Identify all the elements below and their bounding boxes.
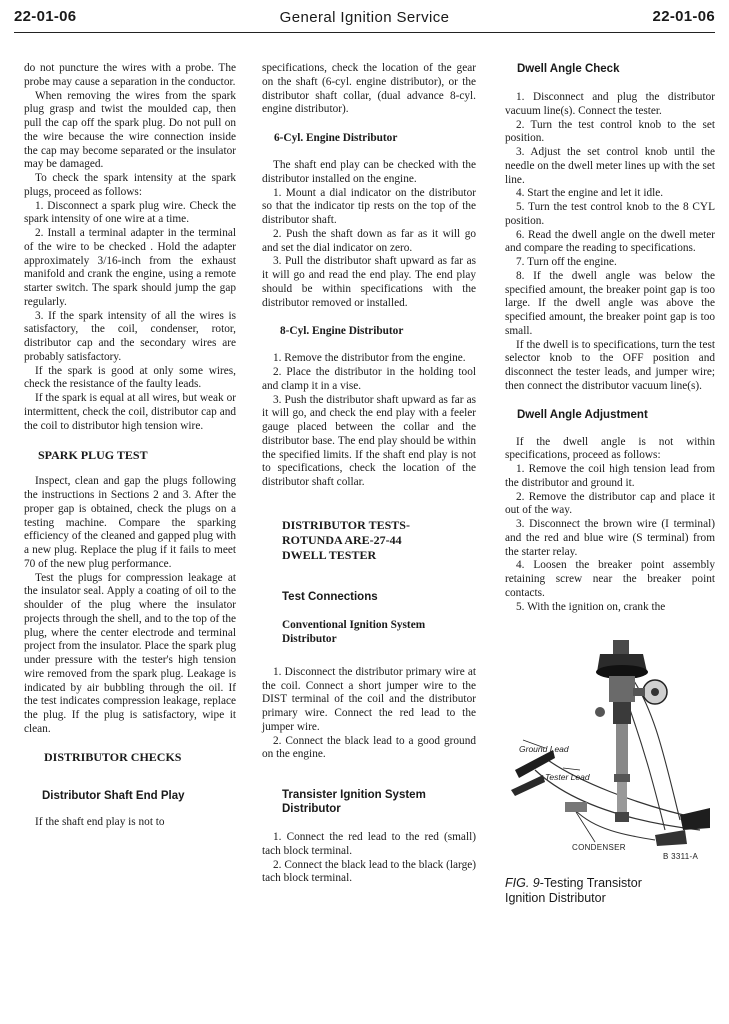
caption-line: [505, 876, 715, 891]
paragraph: To check the spark intensity at the spark plugs, proceed as follows:: [24, 172, 236, 198]
label-condenser: CONDENSER: [572, 843, 626, 853]
column-right: [505, 62, 715, 906]
section-heading-distributor-checks: DISTRIBUTOR CHECKS: [44, 749, 182, 764]
paragraph: 1. Mount a dial indicator on the distributor so that the indicator tip rests on the top of the distributor shaft.: [262, 186, 476, 226]
paragraph: 1. Disconnect a spark plug wire. Check the spark intensity of one wire at a time.: [24, 199, 236, 226]
label-tester-lead: Tester Lead: [545, 772, 590, 783]
paragraph: When removing the wires from the spark plug grasp and twist the moulded cap, then pull the cap off the spark plug. Do not pull on the wire because the wire connection inside the cap may become separated or the insulator may be damaged.: [24, 89, 236, 171]
paragraph: If the dwell angle is not within specifications, proceed as follows:: [505, 435, 715, 462]
page-header: [14, 6, 715, 33]
subheading-line: Conventional Ignition System: [282, 618, 426, 631]
column-left: [24, 62, 236, 829]
page-number-left: 22-01-06: [14, 8, 77, 25]
subheading-test-connections: Test Connections: [282, 590, 378, 603]
subheading-line: Distributor: [282, 632, 337, 645]
caption-text: -Testing Transistor: [539, 876, 642, 891]
label-ground-lead: Ground Lead: [519, 744, 569, 755]
paragraph: If the spark is good at only some wires, check the resistance of the faulty leads.: [24, 364, 236, 391]
paragraph: 2. Install a terminal adapter in the terminal of the wire to be checked . Hold the adapter approximately 3/16-inch from the exhaust manifold and crank the engine, using a remote starter switch. The spark should jump the gap regularly.: [24, 227, 236, 308]
subheading-line: Transister Ignition System: [282, 789, 426, 801]
subheading-dwell-angle-check: Dwell Angle Check: [517, 63, 620, 75]
paragraph: 2. Push the shaft down as far as it will go and set the dial indicator on zero.: [262, 227, 476, 254]
paragraph: 1. Connect the red lead to the red (small) tach block terminal.: [262, 831, 476, 857]
column-middle: [262, 62, 476, 886]
paragraph: 1. Remove the distributor from the engine.: [273, 352, 466, 365]
paragraph: 1. Disconnect and plug the distributor vacuum line(s). Connect the tester.: [505, 91, 715, 117]
paragraph: 3. If the spark intensity of all the wires is satisfactory, the coil, condenser, rotor, distributor cap and the secondary wires are probably satisfactory.: [24, 309, 236, 363]
paragraph: do not puncture the wires with a probe. The probe may cause a separation in the conductor.: [24, 62, 236, 88]
section-heading-spark-plug-test: SPARK PLUG TEST: [38, 448, 148, 463]
paragraph: 2. Connect the black lead to a good ground on the engine.: [262, 734, 476, 761]
paragraph: 3. Pull the distributor shaft upward as far as it will go and read the end play. The end play should be within specifications with the distributor removed or installed.: [262, 255, 476, 309]
section-title-line: DISTRIBUTOR TESTS-: [282, 517, 410, 532]
paragraph: 1. Disconnect the distributor primary wire at the coil. Connect a short jumper wire to the DIST terminal of the coil and the distributor primary wire. Connect the red lead to the jumper wire.: [262, 665, 476, 733]
paragraph: 8. If the dwell angle was below the specified amount, the breaker point gap is too large. If the dwell angle was above the specified amount, the breaker point gap is too small.: [505, 269, 715, 337]
caption-line: Ignition Distributor: [505, 891, 606, 906]
paragraph: 2. Turn the test control knob to the set position.: [505, 118, 715, 145]
figure-number: FIG. 9: [505, 876, 540, 891]
paragraph: 4. Start the engine and let it idle.: [516, 187, 664, 200]
paragraph: If the spark is equal at all wires, but weak or intermittent, check the coil, distributor cap and the coil to distributor high tension wire.: [24, 392, 236, 432]
paragraph: If the dwell is to specifications, turn the test selector knob to the OFF position and disconnect the tester leads, and jumper wire; then connect the distributor vacuum line(s).: [505, 338, 715, 392]
section-title-distributor-tests: [282, 518, 476, 563]
figure-code: B 3311-A: [663, 852, 699, 862]
paragraph: The shaft end play can be checked with the distributor installed on the engine.: [262, 159, 476, 185]
section-title-line: DWELL TESTER: [282, 547, 377, 562]
paragraph: 3. Push the distributor shaft upward as far as it will go, and check the end play with a feeler gauge placed between the collar and the distributor base. The end play should be within the specified limits. If the shaft end play is not to specifications, check the location of the distributor shaft collar.: [262, 393, 476, 488]
figure-caption: [505, 876, 715, 906]
paragraph: 6. Read the dwell angle on the dwell meter and compare the reading to specifications.: [505, 228, 715, 255]
paragraph: 3. Adjust the set control knob until the needle on the dwell meter lines up with the set line.: [505, 146, 715, 186]
subheading-8-cyl: 8-Cyl. Engine Distributor: [280, 325, 404, 338]
paragraph: 2. Connect the black lead to the black (large) tach block terminal.: [262, 858, 476, 885]
figure-distributor-test: [505, 630, 715, 870]
paragraph: 5. With the ignition on, crank the: [516, 600, 666, 613]
subheading-line: Distributor: [282, 803, 341, 815]
paragraph: 4. Loosen the breaker point assembly retaining screw near the breaker point contacts.: [505, 559, 715, 599]
page-number-right: 22-01-06: [652, 8, 715, 25]
subheading-transister: [282, 788, 476, 816]
paragraph: Test the plugs for compression leakage at the insulator seal. Apply a coating of oil to the shoulder of the plug where the insulator projects through the shell, and to the top of the plug, where the center electrode and terminal project from the insulator. Place the spark plug under pressure with the tester's high tension wire removed from the spark plug. Leakage is indicated by air bubbling through the oil. If the test indicates compression leakage, replace the plug. If the plug is satisfactory, wipe it clean.: [24, 571, 236, 735]
paragraph: Inspect, clean and gap the plugs following the instructions in Sections 2 and 3. After the proper gap is obtained, check the plugs on a testing machine. Compare the sparking efficiency of the cleaned and gapped plug with a new plug. Replace the plug if it fails to meet 70 of the new plug performance.: [24, 475, 236, 570]
paragraph: If the shaft end play is not to: [35, 815, 165, 828]
paragraph: 5. Turn the test control knob to the 8 CYL position.: [505, 201, 715, 227]
paragraph: 3. Disconnect the brown wire (I terminal) and the red and blue wire (S terminal) from the starter relay.: [505, 518, 715, 558]
paragraph: 2. Place the distributor in the holding tool and clamp it in a vise.: [262, 366, 476, 392]
subheading-conventional: [282, 618, 476, 646]
paragraph: 1. Remove the coil high tension lead from the distributor and ground it.: [505, 463, 715, 489]
subheading-dwell-angle-adjustment: Dwell Angle Adjustment: [517, 408, 648, 421]
page-title: General Ignition Service: [279, 9, 450, 26]
paragraph: specifications, check the location of the gear on the shaft (6-cyl. engine distributor), or the distributor shaft collar, (dual advance 8-cyl. engine distributor).: [262, 62, 476, 116]
subheading-shaft-end-play: Distributor Shaft End Play: [42, 789, 185, 802]
paragraph: 2. Remove the distributor cap and place it out of the way.: [505, 490, 715, 517]
section-title-line: ROTUNDA ARE-27-44: [282, 532, 402, 547]
paragraph: 7. Turn off the engine.: [516, 256, 617, 268]
subheading-6-cyl: 6-Cyl. Engine Distributor: [274, 132, 398, 144]
